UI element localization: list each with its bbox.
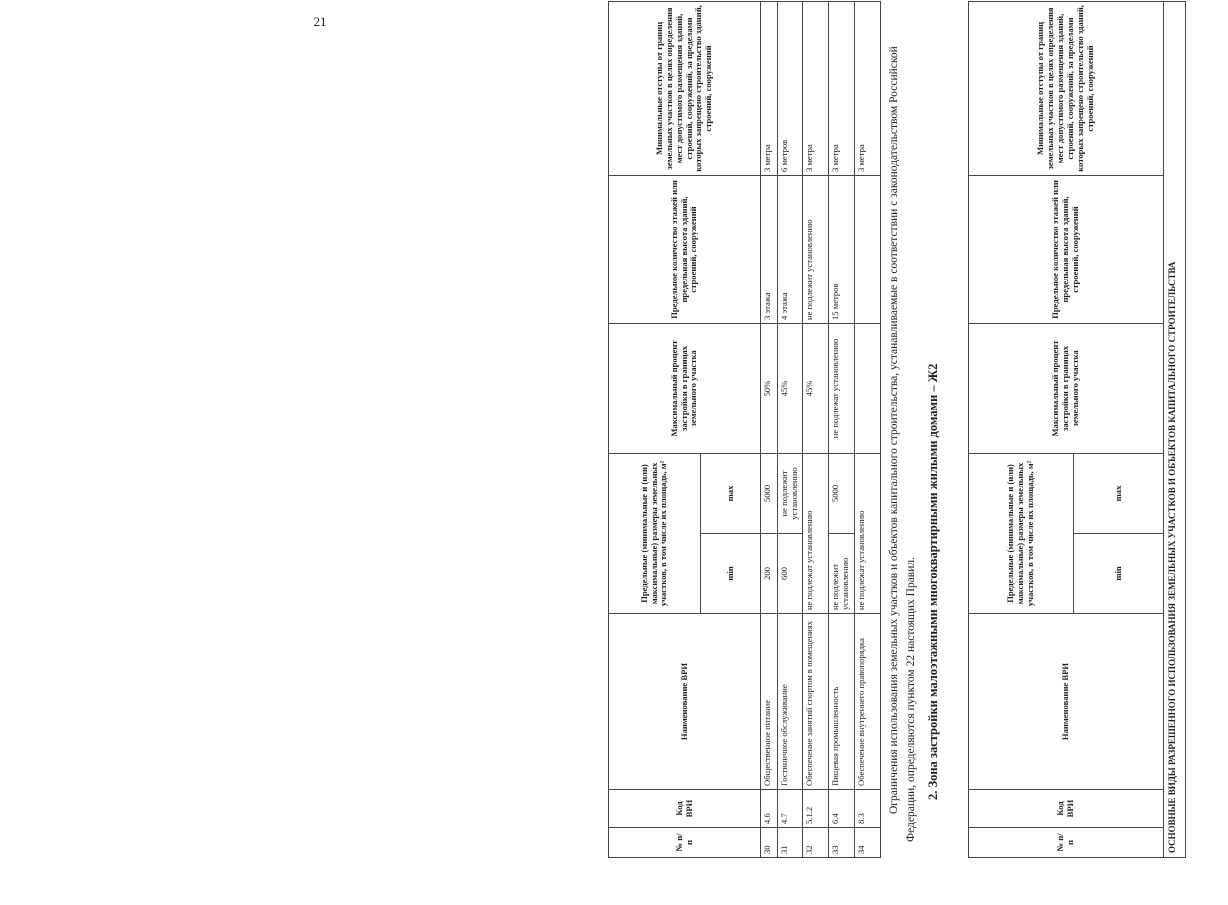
cell-name: Обеспечение занятий спортом в помещениях [802,614,828,790]
cell-num: 34 [854,828,880,858]
zone-table-continued [608,1,881,858]
cell-code: 4.6 [761,790,778,828]
header-code: Код ВРИ [609,790,761,828]
cell-code: 4.7 [778,790,803,828]
header-min: min [701,534,761,614]
header-limits: Предельные (минимальные и (или) максимальные) размеры земельных участков, в том числе их площадь, м² [609,453,701,613]
cell-coverage: не подлежат установлению [828,323,854,453]
header-name: Наименование ВРИ [969,614,1164,790]
cell-coverage: 45% [778,323,803,453]
cell-coverage: 50% [761,323,778,453]
cell-floors: 3 этажа [761,175,778,323]
cell-num: 31 [778,828,803,858]
cell-code: 6.4 [828,790,854,828]
section-band: ОСНОВНЫЕ ВИДЫ РАЗРЕШЕННОГО ИСПОЛЬЗОВАНИЯ ЗЕМЕЛЬНЫХ УЧАСТКОВ И ОБЪЕКТОВ КАПИТАЛЬНОГО СТРОИТЕЛЬСТВА [1164,1,1186,857]
table-row [778,1,803,857]
cell-setback: 3 метра [761,1,778,175]
header-num: № п/п [969,828,1164,858]
cell-setback: 3 метра [854,1,880,175]
table-row [802,1,828,857]
cell-num: 30 [761,828,778,858]
header-max: max [701,453,761,533]
header-setback: Минимальные отступы от границ земельных участков в целях определения мест допустимого размещения зданий, строений, сооружений, за пределами которых запрещено строительство зданий, строений, сооружений [969,1,1164,175]
cell-code: 8.3 [854,790,880,828]
header-max: max [1074,453,1164,533]
cell-floors: 15 метров [828,175,854,323]
cell-min: не подлежит установлению [828,534,854,614]
cell-coverage: 45% [802,323,828,453]
cell-floors: не подлежит установлению [802,175,828,323]
header-code: Код ВРИ [969,790,1164,828]
cell-name: Общественное питание [761,614,778,790]
rotated-page-content [608,0,1228,860]
cell-coverage [854,323,880,453]
cell-min: 600 [778,534,803,614]
cell-floors: 4 этажа [778,175,803,323]
header-num: № п/п [609,828,761,858]
cell-floors [854,175,880,323]
header-coverage: Максимальный процент застройки в границах земельного участка [609,323,761,453]
table-row [854,1,880,857]
cell-num: 33 [828,828,854,858]
zone-zh2-table [968,1,1186,858]
page-number: 21 [313,14,327,29]
header-min: min [1074,534,1164,614]
cell-code: 5.1.2 [802,790,828,828]
header-limits: Предельные (минимальные и (или) максимальные) размеры земельных участков, в том числе их площадь, м² [969,453,1074,613]
cell-num: 32 [802,828,828,858]
cell-min: 200 [761,534,778,614]
cell-limits-merged: не подлежат установлению [802,453,828,613]
cell-max: 5000 [761,453,778,533]
cell-setback: 3 метра [828,1,854,175]
header-floors: Предельное количество этажей или предельная высота зданий, строений, сооружений [969,175,1164,323]
table-row [828,1,854,857]
restrictions-paragraph: Ограничения использования земельных участков и объектов капитального строительства, устанавливаемые в соответствии с законодательством Российской Федерации, определяются пунктом 22 настоящих Правил. [887,46,918,842]
header-name: Наименование ВРИ [609,614,761,790]
header-floors: Предельное количество этажей или предельная высота зданий, строений, сооружений [609,175,761,323]
cell-name: Гостиничное обслуживание [778,614,803,790]
cell-max: не подлежит установлению [778,453,803,533]
table-row [761,1,778,857]
section-heading: 2. Зона застройки малоэтажными многоквартирными жилыми домами – Ж2 [926,363,940,800]
cell-name: Обеспечение внутреннего правопорядка [854,614,880,790]
header-coverage: Максимальный процент застройки в границах земельного участка [969,323,1164,453]
header-setback: Минимальные отступы от границ земельных участков в целях определения мест допустимого размещения зданий, строений, сооружений, за пределами которых запрещено строительство зданий, строений, сооружений [609,1,761,175]
cell-setback: 3 метра [802,1,828,175]
cell-setback: 6 метров [778,1,803,175]
cell-max: 5000 [828,453,854,533]
cell-limits-merged: не подлежат установлению [854,453,880,613]
cell-name: Пищевая промышленность [828,614,854,790]
